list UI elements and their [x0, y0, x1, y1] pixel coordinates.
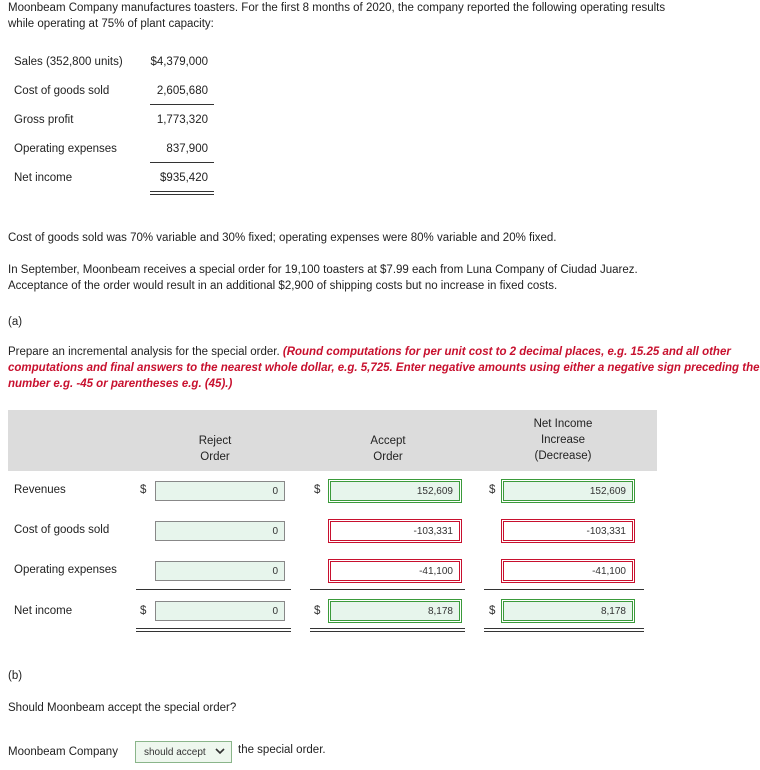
net-header-line-3: (Decrease)	[534, 450, 592, 462]
cogs-row-label: Cost of goods sold	[14, 524, 110, 536]
cogs-reject-input[interactable]: 0	[155, 521, 285, 541]
intro-line-2: while operating at 75% of plant capacity:	[8, 18, 214, 30]
part-b-label: (b)	[8, 670, 23, 682]
part-a-instruction-line-1	[8, 344, 731, 360]
operating-expenses-value: 837,900	[166, 143, 208, 155]
net-income-row-label: Net income	[14, 605, 73, 617]
answer-suffix: the special order.	[238, 744, 326, 756]
net-income-reject-input[interactable]: 0	[155, 601, 285, 621]
cogs-net-input[interactable]: -103,331	[503, 521, 633, 541]
rounding-instructions-3: number e.g. -45 or parentheses e.g. (45).)	[8, 378, 233, 390]
accept-header-line-1: Accept	[370, 435, 406, 447]
part-b-question: Should Moonbeam accept the special order?	[8, 702, 237, 714]
intro-line-1: Moonbeam Company manufactures toasters. For the first 8 months of 2020, the company reported the following operating results	[8, 2, 666, 14]
opex-net-input[interactable]: -41,100	[503, 561, 633, 581]
reject-order-header	[170, 433, 260, 465]
part-a-prompt: Prepare an incremental analysis for the special order.	[8, 346, 280, 358]
answer-prefix: Moonbeam Company	[8, 746, 118, 758]
cost-note: Cost of goods sold was 70% variable and 30% fixed; operating expenses were 80% variable and 20% fixed.	[8, 232, 557, 244]
cogs-label: Cost of goods sold	[14, 85, 110, 97]
net-income-change-header	[513, 416, 613, 464]
operating-expenses-label: Operating expenses	[14, 143, 117, 155]
cogs-underline	[150, 104, 214, 105]
net-income-net-input[interactable]: 8,178	[503, 601, 633, 621]
net-income-accept-currency: $	[314, 605, 321, 617]
net-subtotal-line	[484, 589, 644, 590]
net-income-value: $935,420	[160, 172, 208, 184]
revenues-accept-currency: $	[314, 484, 321, 496]
part-a-label: (a)	[8, 316, 23, 328]
net-income-net-currency: $	[489, 605, 496, 617]
accept-decision-value: should accept	[144, 747, 206, 758]
revenues-accept-input[interactable]: 152,609	[330, 481, 460, 501]
accept-header-line-2: Order	[373, 451, 403, 463]
reject-total-double-line	[136, 628, 291, 632]
revenues-label: Revenues	[14, 484, 66, 496]
net-header-line-2: Increase	[540, 434, 586, 446]
reject-subtotal-line	[136, 589, 291, 590]
net-header-line-1: Net Income	[533, 418, 593, 430]
revenues-net-input[interactable]: 152,609	[503, 481, 633, 501]
accept-total-double-line	[310, 628, 465, 632]
accept-subtotal-line	[310, 589, 465, 590]
rounding-instructions-2: computations and final answers to the nearest whole dollar, e.g. 5,725. Enter negative amounts using either a negative sign preceding the	[8, 362, 760, 374]
gross-profit-label: Gross profit	[14, 114, 74, 126]
sales-value: $4,379,000	[150, 56, 208, 68]
net-total-double-line	[484, 628, 644, 632]
gross-profit-value: 1,773,320	[156, 114, 208, 126]
accept-decision-select[interactable]	[135, 741, 232, 763]
revenues-reject-input[interactable]: 0	[155, 481, 285, 501]
special-order-line-1: In September, Moonbeam receives a special order for 19,100 toasters at $7.99 each from Luna Company of Ciudad Juarez.	[8, 264, 638, 276]
opex-underline	[150, 162, 214, 163]
chevron-down-icon	[215, 745, 225, 760]
reject-header-line-2: Order	[200, 451, 230, 463]
opex-reject-input[interactable]: 0	[155, 561, 285, 581]
special-order-line-2: Acceptance of the order would result in an additional $2,900 of shipping costs but no increase in fixed costs.	[8, 280, 558, 292]
rounding-instructions-1: (Round computations for per unit cost to 2 decimal places, e.g. 15.25 and all other	[282, 346, 731, 358]
net-income-accept-input[interactable]: 8,178	[330, 601, 460, 621]
net-income-label: Net income	[14, 172, 73, 184]
net-income-reject-currency: $	[140, 605, 147, 617]
cogs-accept-input[interactable]: -103,331	[330, 521, 460, 541]
sales-label: Sales (352,800 units)	[14, 56, 123, 68]
opex-row-label: Operating expenses	[14, 564, 117, 576]
reject-header-line-1: Reject	[198, 435, 232, 447]
revenues-reject-currency: $	[140, 484, 147, 496]
net-income-double-underline	[150, 191, 214, 195]
accept-order-header	[343, 433, 433, 465]
opex-accept-input[interactable]: -41,100	[330, 561, 460, 581]
revenues-net-currency: $	[489, 484, 496, 496]
cogs-value: 2,605,680	[156, 85, 208, 97]
